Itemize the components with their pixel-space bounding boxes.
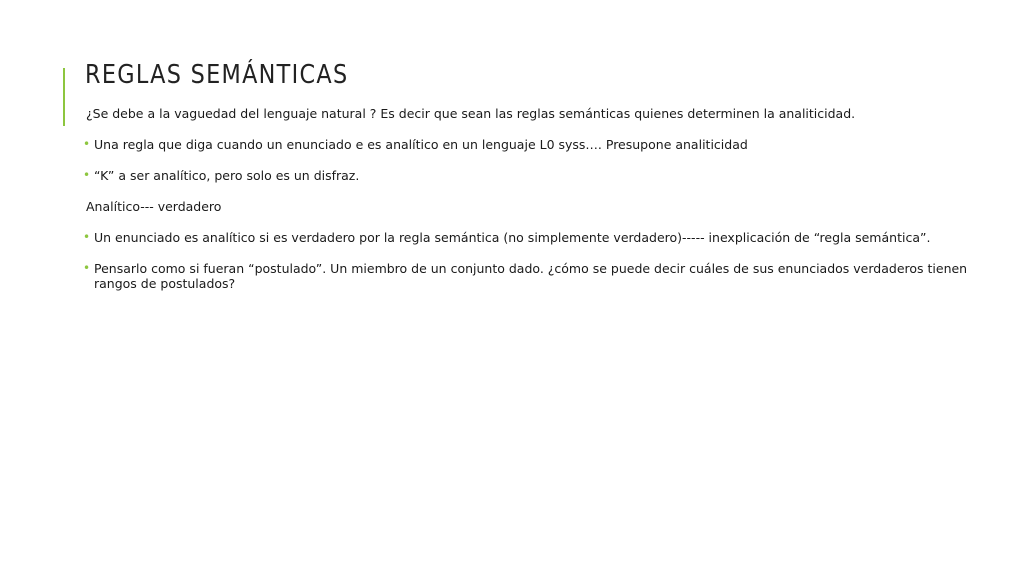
bullet-icon: • xyxy=(83,137,91,151)
paragraph-1-text: ¿Se debe a la vaguedad del lenguaje natural ? Es decir que sean las reglas semánticas quienes determinen la analiticidad. xyxy=(86,106,856,121)
bullet-icon: • xyxy=(83,261,91,275)
paragraph-1 xyxy=(86,106,986,121)
bullet-item-3 xyxy=(83,230,986,245)
bullet-item-1 xyxy=(83,137,986,152)
title-accent-bar xyxy=(63,68,65,126)
bullet-item-3-text: Un enunciado es analítico si es verdadero por la regla semántica (no simplemente verdadero)----- inexplicación de “regla semántica”. xyxy=(94,230,931,245)
bullet-item-4-text: Pensarlo como si fueran “postulado”. Un miembro de un conjunto dado. ¿cómo se puede decir cuáles de sus enunciados verdaderos tienen rangos de postulados? xyxy=(94,261,968,291)
bullet-icon: • xyxy=(83,230,91,244)
bullet-item-2-text: “K” a ser analítico, pero solo es un disfraz. xyxy=(94,168,360,183)
bullet-item-4 xyxy=(83,261,986,291)
bullet-item-2 xyxy=(83,168,986,183)
bullet-icon: • xyxy=(83,168,91,182)
bullet-item-1-text: Una regla que diga cuando un enunciado e es analítico en un lenguaje L0 syss…. Presupone analiticidad xyxy=(94,137,748,152)
slide-content xyxy=(83,106,986,307)
slide-title: REGLAS SEMÁNTICAS xyxy=(85,60,349,90)
paragraph-2 xyxy=(86,199,986,214)
paragraph-2-text: Analítico--- verdadero xyxy=(86,199,222,214)
